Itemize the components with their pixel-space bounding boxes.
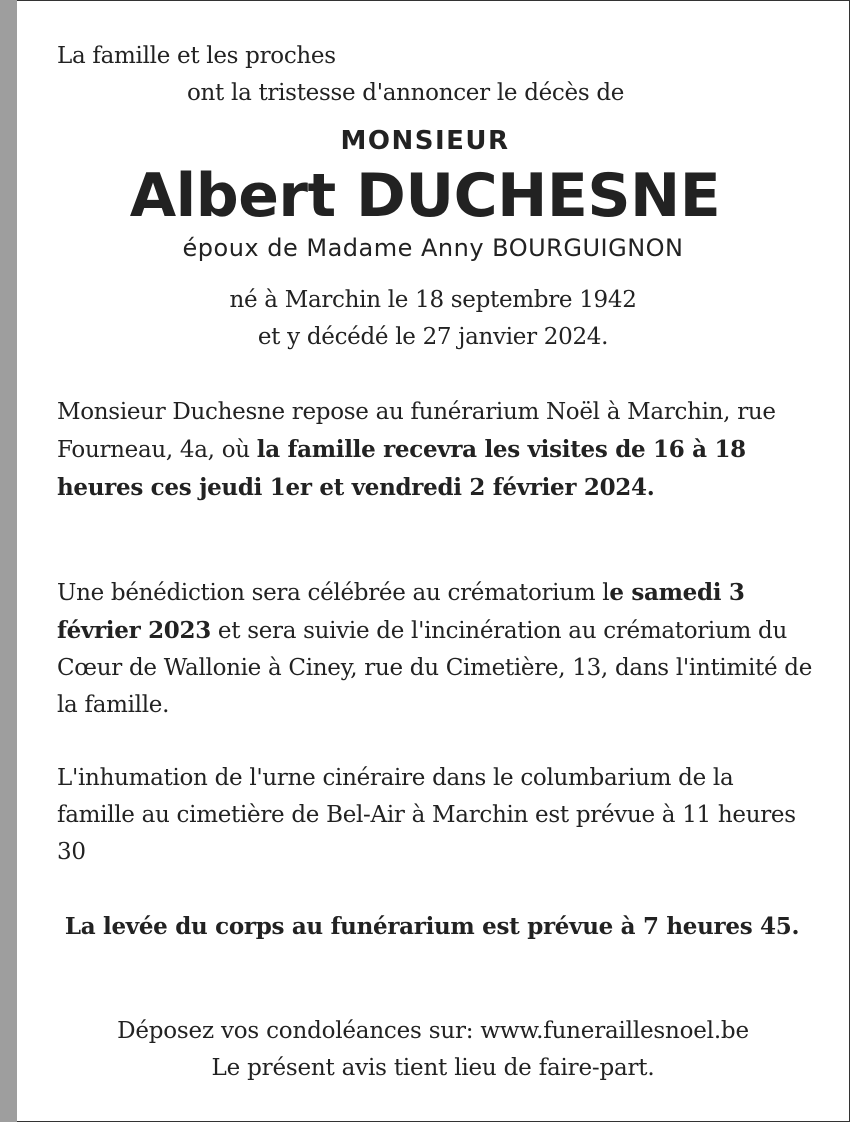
deceased-name: Albert DUCHESNE [129, 161, 721, 231]
ceremony-text-before: Une bénédiction sera célébrée au crématorium l [57, 580, 610, 606]
death-line: et y décédé le 27 janvier 2024. [257, 324, 609, 350]
ceremony-text-after: et sera suivie de l'incinération au crématorium du Cœur de Wallonie à Ciney, rue du Cimetière, 13, dans l'intimité de la famille. [57, 618, 813, 718]
visitation-paragraph [57, 394, 817, 507]
ceremony-date: e samedi 3 février 2023 [57, 579, 745, 644]
intro-line-announcement: ont la tristesse d'annoncer le décès de [187, 80, 625, 106]
burial-paragraph [57, 760, 817, 871]
footer [0, 1013, 850, 1087]
intro-line-family: La famille et les proches [57, 43, 336, 69]
intro [57, 38, 802, 112]
burial-text: L'inhumation de l'urne cinéraire dans le columbarium de la famille au cimetière de Bel-Air à Marchin est prévue à 11 heures 30 [57, 765, 796, 865]
dates [0, 282, 850, 356]
spouse-line: époux de Madame Anny BOURGUIGNON [182, 234, 684, 262]
honorific: MONSIEUR [340, 126, 510, 156]
visitation-bold: la famille recevra les visites de 16 à 18 heures ces jeudi 1er et vendredi 2 février 2024. [57, 436, 746, 501]
departure-line: La levée du corps au funérarium est prévue à 7 heures 45. [64, 913, 800, 940]
birth-line: né à Marchin le 18 septembre 1942 [229, 287, 637, 313]
ceremony-paragraph [57, 574, 817, 724]
condolences-line: Déposez vos condoléances sur: www.funeraillesnoel.be [117, 1018, 749, 1044]
visitation-text: Monsieur Duchesne repose au funérarium Noël à Marchin, rue Fourneau, 4a, où [57, 399, 776, 463]
notice-line: Le présent avis tient lieu de faire-part. [211, 1055, 655, 1081]
